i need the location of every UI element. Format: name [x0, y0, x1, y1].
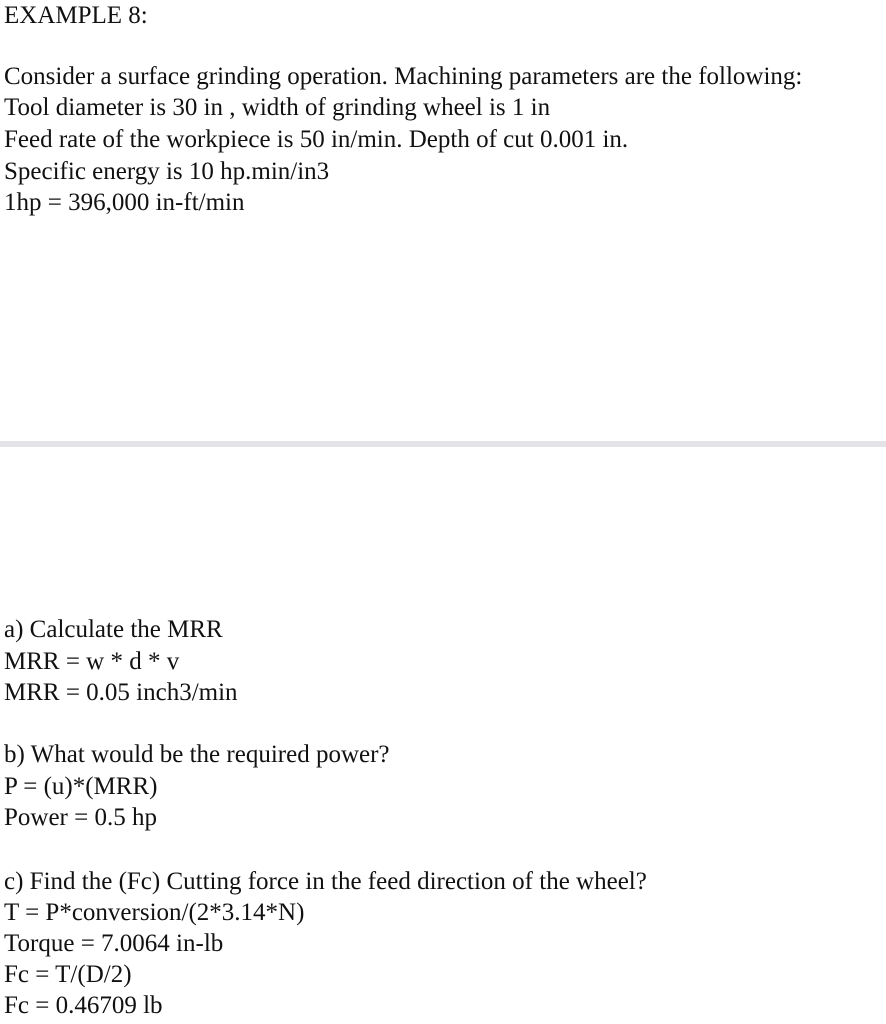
part-c-line: Fc = 0.46709 lb — [4, 992, 163, 1019]
part-b-line: P = (u)*(MRR) — [4, 773, 158, 800]
part-b-line: Power = 0.5 hp — [4, 804, 157, 831]
part-c-question: c) Find the (Fc) Cutting force in the feed direction of the wheel? — [4, 868, 647, 895]
example-title: EXAMPLE 8: — [4, 2, 148, 29]
part-b-question: b) What would be the required power? — [4, 741, 390, 768]
problem-line: Consider a surface grinding operation. Machining parameters are the following: — [4, 63, 803, 90]
problem-line: Specific energy is 10 hp.min/in3 — [4, 158, 330, 185]
part-c-line: Torque = 7.0064 in-lb — [4, 930, 224, 957]
problem-line: Tool diameter is 30 in , width of grinding wheel is 1 in — [4, 94, 551, 121]
part-c-line: Fc = T/(D/2) — [4, 961, 132, 988]
part-a-line: MRR = 0.05 inch3/min — [4, 679, 238, 706]
part-c-line: T = P*conversion/(2*3.14*N) — [4, 899, 305, 926]
part-a-question: a) Calculate the MRR — [4, 616, 223, 643]
problem-line: 1hp = 396,000 in-ft/min — [4, 189, 245, 216]
problem-line: Feed rate of the workpiece is 50 in/min. Depth of cut 0.001 in. — [4, 126, 629, 153]
part-a-line: MRR = w * d * v — [4, 648, 180, 675]
section-divider — [0, 441, 886, 447]
